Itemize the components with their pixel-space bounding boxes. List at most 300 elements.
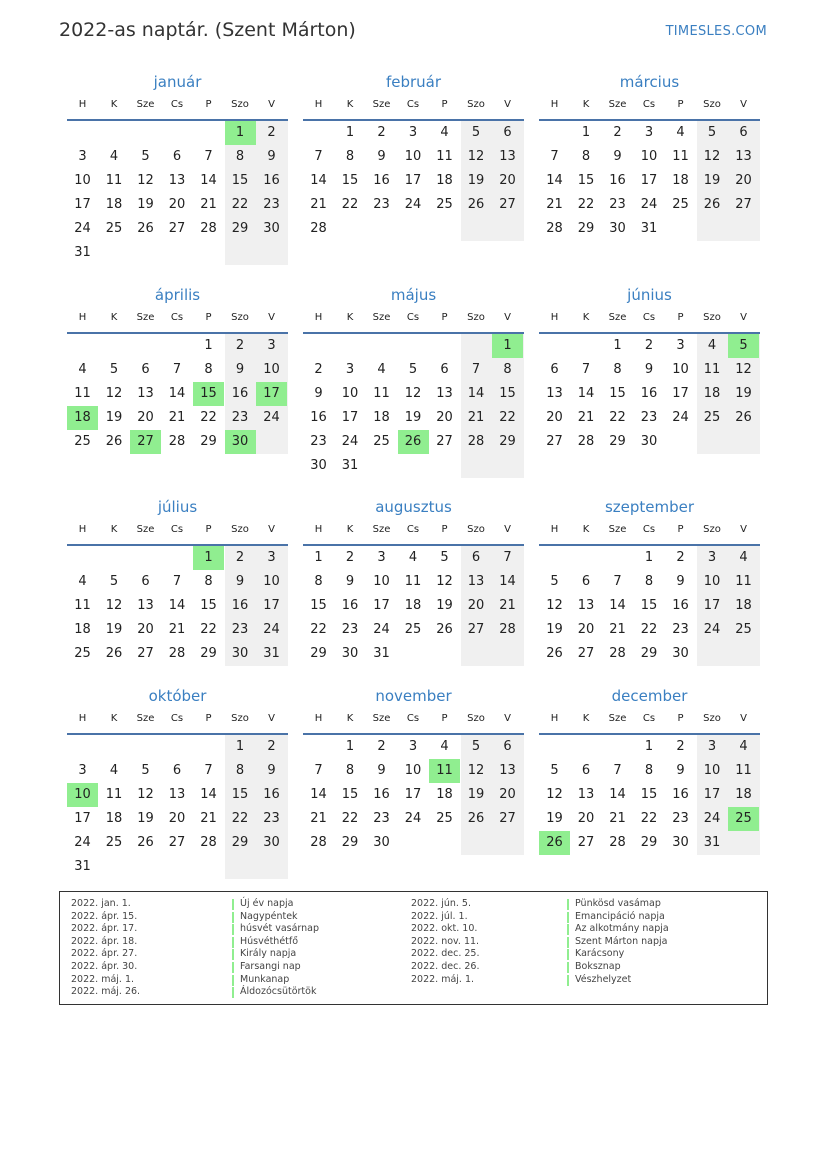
weekday-label: P: [677, 99, 684, 110]
day-cell: 2: [314, 362, 323, 377]
day-cell: 3: [267, 550, 276, 565]
day-cell: 5: [141, 763, 150, 778]
day-cell: 10: [672, 362, 689, 377]
weekday-label: Cs: [406, 312, 420, 323]
weekday-label: Sze: [608, 524, 627, 535]
day-cell: 29: [577, 221, 595, 236]
day-cell: 19: [546, 622, 563, 637]
day-cell: 28: [577, 434, 595, 449]
day-cell: 16: [672, 598, 689, 613]
day-cell: 29: [609, 434, 626, 449]
day-cell: 4: [440, 739, 449, 754]
day-grid: [67, 121, 288, 265]
day-cell: 3: [78, 149, 87, 164]
day-cell: 9: [267, 149, 276, 164]
weekday-label: Szo: [467, 99, 485, 110]
day-cell: 23: [263, 811, 280, 826]
day-cell: 14: [609, 598, 626, 613]
month-name: október: [148, 687, 207, 705]
day-cell: 7: [550, 149, 559, 164]
day-cell: 14: [499, 574, 516, 589]
day-cell: 29: [310, 646, 327, 661]
day-cell: 16: [310, 410, 327, 425]
day-grid: [539, 735, 760, 879]
day-cell: 5: [141, 149, 150, 164]
day-cell: 28: [609, 646, 626, 661]
day-cell: 18: [436, 173, 453, 188]
day-cell: 5: [471, 739, 481, 754]
day-cell: 8: [581, 149, 591, 164]
day-cell: 1: [314, 550, 323, 565]
day-cell: 23: [310, 434, 327, 449]
day-cell: 12: [467, 763, 485, 778]
legend-holiday-name: Vészhelyzet: [575, 973, 632, 985]
weekday-label: Szo: [703, 524, 721, 535]
day-cell: 29: [341, 835, 359, 850]
month-6: [539, 286, 760, 478]
day-cell: 24: [404, 811, 422, 826]
day-cell: 9: [345, 574, 355, 589]
holiday-day-cell: 1: [492, 334, 523, 358]
day-cell: 12: [467, 149, 485, 164]
day-cell: 5: [550, 574, 559, 589]
day-cell: 20: [499, 787, 516, 802]
day-grid: [303, 334, 524, 478]
holiday-day-cell: 5: [728, 334, 759, 358]
day-cell: 23: [231, 410, 249, 425]
day-cell: 5: [707, 125, 717, 140]
day-cell: 12: [436, 574, 453, 589]
day-cell: 19: [467, 787, 485, 802]
day-cell: 22: [609, 410, 626, 425]
weekday-label: H: [550, 99, 559, 110]
day-cell: 18: [373, 410, 390, 425]
weekday-label: H: [550, 312, 559, 323]
day-cell: 17: [404, 173, 422, 188]
legend-color-marker: [567, 949, 569, 960]
day-cell: 8: [235, 763, 245, 778]
holiday-day-cell: 10: [67, 783, 98, 807]
day-cell: 25: [373, 434, 390, 449]
day-cell: 23: [609, 197, 626, 212]
weekday-header: [539, 310, 760, 334]
legend-holiday-name: Pünkösd vasámap: [575, 898, 661, 909]
day-cell: 21: [467, 410, 485, 425]
day-cell: 25: [436, 811, 453, 826]
day-cell: 24: [404, 197, 422, 212]
day-cell: 15: [200, 598, 217, 613]
day-cell: 27: [467, 622, 485, 637]
day-cell: 8: [345, 763, 355, 778]
legend-date: 2022. jan. 1.: [71, 898, 131, 909]
weekday-label: V: [504, 99, 511, 110]
day-cell: 7: [471, 362, 481, 377]
day-cell: 27: [436, 434, 453, 449]
weekday-label: V: [740, 524, 747, 535]
day-cell: 14: [546, 173, 563, 188]
weekday-label: Cs: [642, 713, 656, 724]
day-cell: 13: [137, 598, 154, 613]
legend-holiday-name: Boksznap: [575, 961, 621, 972]
day-cell: 15: [640, 787, 658, 802]
weekday-label: Cs: [642, 99, 656, 110]
day-cell: 1: [644, 739, 654, 754]
day-cell: 4: [109, 763, 119, 778]
day-cell: 15: [341, 173, 359, 188]
weekday-label: Szo: [231, 524, 249, 535]
day-grid: [67, 735, 288, 879]
weekday-header: [67, 97, 288, 121]
day-cell: 26: [467, 811, 485, 826]
day-cell: 15: [231, 173, 249, 188]
legend-date: 2022. ápr. 27.: [71, 948, 138, 960]
day-cell: 1: [644, 550, 654, 565]
legend-date: 2022. júl. 1.: [411, 910, 468, 922]
legend-color-marker: [567, 924, 569, 935]
legend-holiday-name: Emancipáció napja: [575, 910, 665, 922]
day-cell: 24: [74, 835, 91, 850]
weekday-label: P: [205, 99, 212, 110]
holiday-day-cell: 18: [67, 406, 98, 430]
holiday-day-cell: 26: [398, 430, 429, 454]
day-cell: 3: [377, 550, 386, 565]
month-3: [539, 73, 760, 265]
day-cell: 1: [345, 739, 355, 754]
day-cell: 26: [436, 622, 453, 637]
day-cell: 27: [168, 221, 186, 236]
day-cell: 18: [74, 622, 91, 637]
day-cell: 4: [707, 338, 717, 353]
day-cell: 8: [503, 362, 512, 377]
month-name: február: [385, 73, 442, 91]
holiday-day-cell: 25: [728, 807, 759, 831]
day-cell: 20: [577, 622, 595, 637]
day-cell: 14: [467, 386, 485, 401]
day-cell: 8: [345, 149, 355, 164]
day-cell: 13: [436, 386, 453, 401]
weekday-label: H: [550, 524, 559, 535]
day-cell: 20: [168, 197, 186, 212]
day-cell: 7: [172, 362, 182, 377]
day-cell: 2: [377, 739, 386, 754]
weekday-label: P: [441, 312, 448, 323]
day-cell: 4: [739, 550, 748, 565]
month-8: [303, 498, 524, 690]
day-cell: 1: [345, 125, 355, 140]
weekday-label: Sze: [136, 524, 155, 535]
holiday-legend: [59, 891, 768, 1005]
day-cell: 28: [168, 646, 186, 661]
day-cell: 3: [78, 763, 87, 778]
day-cell: 26: [137, 835, 154, 850]
day-cell: 25: [74, 434, 91, 449]
legend-holiday-name: Szent Márton napja: [575, 935, 668, 947]
month-5: [303, 286, 524, 478]
holiday-day-cell: 30: [225, 430, 256, 454]
day-cell: 10: [263, 362, 280, 377]
day-cell: 28: [546, 221, 563, 236]
day-cell: 3: [267, 338, 276, 353]
day-cell: 23: [373, 197, 390, 212]
weekday-label: H: [314, 713, 323, 724]
day-cell: 19: [105, 622, 123, 637]
day-cell: 13: [546, 386, 563, 401]
day-cell: 5: [408, 362, 418, 377]
weekday-label: H: [78, 524, 87, 535]
day-cell: 8: [235, 149, 245, 164]
day-cell: 27: [499, 811, 516, 826]
day-cell: 11: [74, 598, 91, 613]
month-name: augusztus: [375, 498, 452, 516]
day-cell: 23: [640, 410, 658, 425]
day-cell: 13: [577, 598, 595, 613]
day-cell: 19: [137, 811, 154, 826]
day-cell: 9: [676, 763, 685, 778]
day-cell: 23: [672, 811, 689, 826]
day-cell: 14: [310, 173, 327, 188]
day-cell: 22: [231, 811, 249, 826]
day-cell: 16: [263, 787, 280, 802]
legend-color-marker: [232, 949, 234, 960]
legend-date: 2022. máj. 1.: [71, 973, 135, 985]
legend-color-marker: [232, 899, 234, 910]
day-cell: 14: [577, 386, 595, 401]
day-cell: 16: [231, 598, 249, 613]
legend-color-marker: [567, 912, 569, 923]
day-cell: 3: [707, 739, 717, 754]
day-cell: 10: [404, 763, 422, 778]
weekday-label: Sze: [136, 99, 155, 110]
weekday-label: K: [582, 524, 590, 535]
weekday-header: [303, 522, 524, 546]
day-cell: 6: [141, 362, 150, 377]
day-cell: 11: [672, 149, 689, 164]
day-cell: 28: [310, 835, 327, 850]
day-cell: 15: [577, 173, 595, 188]
day-cell: 27: [577, 646, 595, 661]
legend-date: 2022. ápr. 18.: [71, 935, 138, 947]
day-cell: 24: [263, 622, 280, 637]
month-name: június: [627, 286, 672, 304]
day-cell: 31: [74, 245, 91, 260]
month-2: [303, 73, 524, 265]
weekday-label: K: [582, 99, 590, 110]
day-cell: 19: [546, 811, 563, 826]
weekday-label: Cs: [406, 99, 420, 110]
day-cell: 25: [436, 197, 453, 212]
day-cell: 17: [703, 787, 721, 802]
day-cell: 30: [672, 835, 689, 850]
weekday-label: Cs: [170, 312, 184, 323]
weekday-label: Sze: [372, 524, 391, 535]
day-cell: 29: [200, 646, 217, 661]
day-cell: 21: [310, 197, 327, 212]
day-cell: 4: [408, 550, 418, 565]
day-cell: 15: [231, 787, 249, 802]
day-cell: 14: [609, 787, 626, 802]
legend-date: 2022. máj. 1.: [411, 973, 475, 985]
day-cell: 2: [613, 125, 622, 140]
day-cell: 4: [676, 125, 685, 140]
weekday-header: [539, 711, 760, 735]
day-cell: 4: [78, 574, 87, 589]
legend-holiday-name: Áldozócsütörtök: [240, 986, 317, 998]
weekday-label: Sze: [608, 713, 627, 724]
day-cell: 17: [341, 410, 359, 425]
day-cell: 25: [735, 622, 752, 637]
day-cell: 25: [672, 197, 689, 212]
weekday-label: Cs: [406, 713, 420, 724]
weekday-label: V: [740, 312, 747, 323]
weekday-label: H: [78, 312, 87, 323]
day-cell: 11: [735, 763, 752, 778]
weekday-header: [539, 97, 760, 121]
day-cell: 11: [735, 574, 752, 589]
weekday-label: K: [110, 312, 118, 323]
weekday-label: V: [504, 312, 511, 323]
day-cell: 6: [503, 125, 512, 140]
day-cell: 14: [200, 173, 217, 188]
day-cell: 15: [341, 787, 359, 802]
day-cell: 2: [676, 550, 685, 565]
weekday-label: P: [677, 713, 684, 724]
day-cell: 15: [609, 386, 626, 401]
day-cell: 9: [377, 149, 386, 164]
weekday-label: V: [268, 524, 275, 535]
day-cell: 30: [310, 458, 327, 473]
day-cell: 17: [263, 598, 280, 613]
day-cell: 18: [672, 173, 689, 188]
month-9: [539, 498, 760, 690]
weekday-label: V: [268, 713, 275, 724]
day-cell: 2: [644, 338, 654, 353]
page-title: 2022-as naptár. (Szent Márton): [59, 19, 356, 41]
weekday-label: Cs: [170, 99, 184, 110]
day-cell: 29: [231, 221, 249, 236]
day-cell: 25: [703, 410, 721, 425]
legend-holiday-name: Király napja: [240, 948, 297, 960]
month-name: július: [157, 498, 198, 516]
day-cell: 4: [109, 149, 119, 164]
day-cell: 21: [609, 622, 626, 637]
weekday-label: V: [740, 99, 747, 110]
day-cell: 29: [200, 434, 217, 449]
day-cell: 3: [408, 739, 418, 754]
weekday-label: K: [110, 524, 118, 535]
day-cell: 23: [263, 197, 280, 212]
month-name: december: [611, 687, 688, 705]
weekday-label: H: [550, 713, 559, 724]
day-cell: 17: [74, 811, 91, 826]
day-cell: 12: [404, 386, 422, 401]
day-cell: 19: [703, 173, 721, 188]
day-cell: 26: [703, 197, 721, 212]
day-cell: 13: [499, 763, 516, 778]
weekday-header: [67, 310, 288, 334]
legend-holiday-name: Új év napja: [240, 898, 294, 909]
day-cell: 15: [310, 598, 327, 613]
weekday-label: P: [205, 312, 212, 323]
day-grid: [303, 121, 524, 265]
day-cell: 4: [377, 362, 386, 377]
day-cell: 7: [503, 550, 512, 565]
weekday-label: V: [268, 99, 275, 110]
day-cell: 30: [263, 835, 280, 850]
holiday-day-cell: 1: [225, 121, 256, 145]
day-cell: 11: [373, 386, 390, 401]
brand-link[interactable]: TIMESLES.COM: [665, 24, 767, 39]
day-cell: 20: [137, 622, 154, 637]
day-cell: 26: [105, 646, 123, 661]
day-cell: 27: [735, 197, 752, 212]
day-cell: 23: [672, 622, 689, 637]
weekday-label: K: [582, 312, 590, 323]
holiday-day-cell: 17: [256, 382, 287, 406]
day-cell: 6: [739, 125, 748, 140]
weekday-label: Cs: [406, 524, 420, 535]
month-name: január: [153, 73, 202, 91]
day-cell: 11: [436, 149, 453, 164]
day-cell: 21: [168, 410, 186, 425]
day-cell: 12: [105, 386, 123, 401]
day-cell: 10: [341, 386, 359, 401]
day-cell: 3: [408, 125, 418, 140]
weekday-label: H: [78, 713, 87, 724]
day-cell: 14: [168, 598, 186, 613]
day-cell: 20: [735, 173, 752, 188]
legend-date: 2022. jún. 5.: [411, 898, 472, 909]
day-cell: 2: [267, 125, 276, 140]
day-cell: 10: [640, 149, 658, 164]
legend-holiday-name: Nagypéntek: [240, 910, 298, 922]
weekday-label: Szo: [467, 713, 485, 724]
day-cell: 7: [613, 574, 622, 589]
weekday-label: Szo: [231, 713, 249, 724]
day-cell: 7: [613, 763, 622, 778]
day-cell: 28: [467, 434, 485, 449]
weekday-label: P: [441, 99, 448, 110]
legend-color-marker: [232, 937, 234, 948]
day-cell: 17: [640, 173, 658, 188]
day-cell: 6: [172, 763, 182, 778]
holiday-day-cell: 11: [429, 759, 460, 783]
day-cell: 13: [735, 149, 752, 164]
day-cell: 21: [499, 598, 516, 613]
weekday-label: K: [346, 312, 354, 323]
day-cell: 17: [373, 598, 390, 613]
day-cell: 5: [109, 574, 119, 589]
day-cell: 22: [200, 622, 217, 637]
weekday-label: Cs: [642, 524, 656, 535]
day-cell: 26: [735, 410, 752, 425]
day-cell: 6: [471, 550, 481, 565]
day-cell: 21: [609, 811, 626, 826]
day-grid: [539, 334, 760, 478]
weekday-label: K: [346, 524, 354, 535]
day-cell: 1: [204, 338, 213, 353]
day-cell: 31: [373, 646, 390, 661]
day-cell: 24: [341, 434, 359, 449]
day-cell: 10: [703, 574, 721, 589]
day-cell: 24: [263, 410, 280, 425]
day-cell: 7: [581, 362, 591, 377]
day-cell: 19: [404, 410, 422, 425]
day-cell: 11: [74, 386, 91, 401]
day-cell: 27: [137, 646, 154, 661]
day-cell: 12: [105, 598, 123, 613]
day-cell: 5: [440, 550, 449, 565]
day-cell: 21: [546, 197, 563, 212]
